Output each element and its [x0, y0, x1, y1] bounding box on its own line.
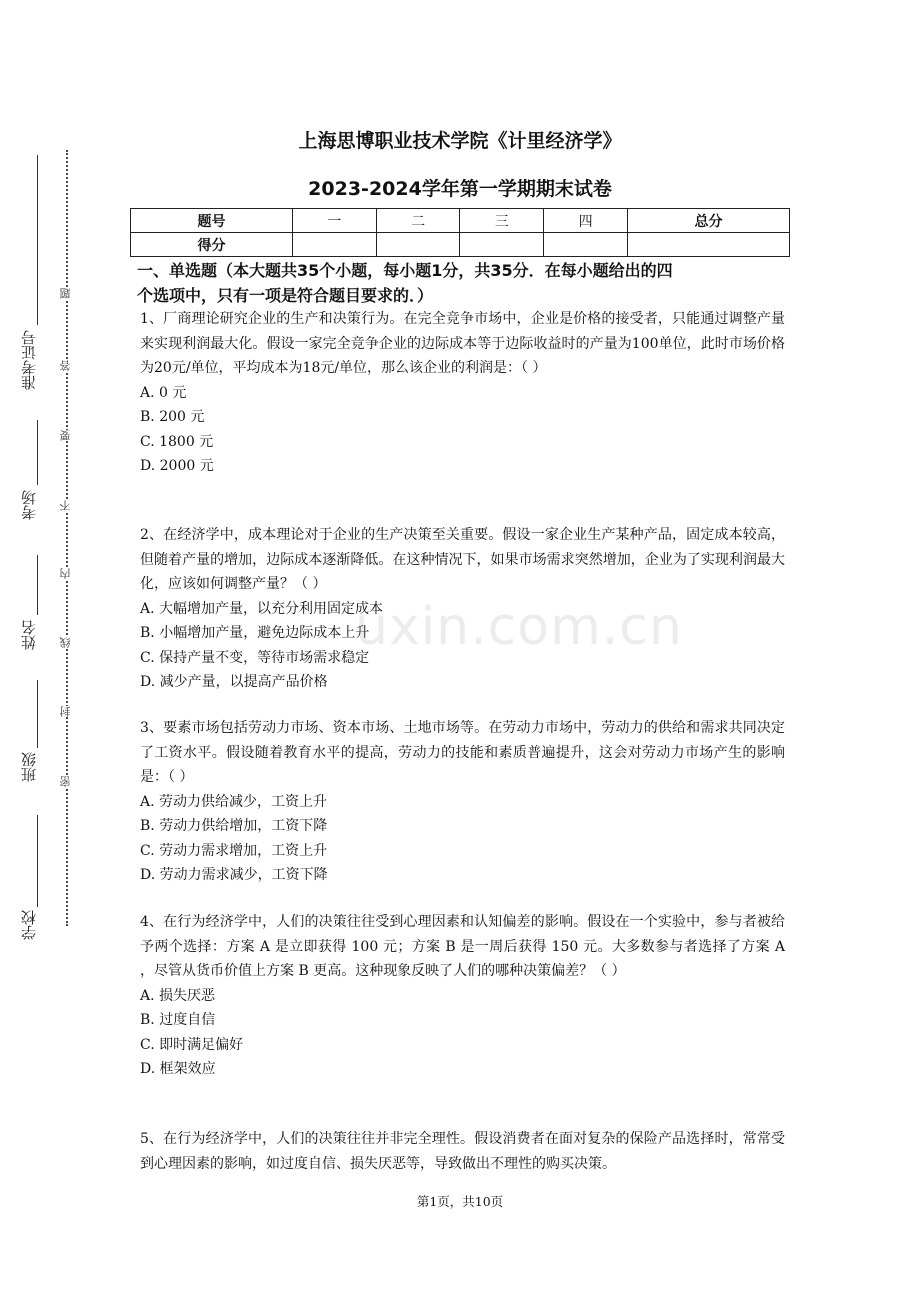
question-5	[140, 1127, 785, 1176]
option-a: A. 劳动力供给减少，工资上升	[140, 793, 328, 810]
seal-char: 答	[59, 360, 72, 371]
option-b: B. 过度自信	[140, 1012, 216, 1028]
score-header-cell: 总分	[628, 209, 790, 233]
option-a: A. 损失厌恶	[140, 987, 216, 1004]
option-b: B. 小幅增加产量，避免边际成本上升	[140, 625, 370, 641]
side-line-kc	[37, 420, 38, 485]
score-header-cell: 三	[460, 209, 544, 233]
question-stem: 1、厂商理论研究企业的生产和决策行为。在完全竞争市场中，企业是价格的接受者，只能通过调整产量来实现利润最大化。假设一家完全竞争企业的边际成本等于边际收益时的产量为100单位，此时市场价格为20元/单位，平均成本为18元/单位，那么该企业的利润是：（ ）	[140, 311, 785, 376]
side-line-bj	[37, 680, 38, 748]
side-label-exam-room: 考场	[20, 490, 38, 520]
seal-char: 线	[59, 637, 72, 648]
side-label-class: 班级	[20, 752, 38, 782]
option-d: D. 2000 元	[140, 458, 214, 474]
score-row-label: 得分	[131, 233, 293, 257]
option-d: D. 框架效应	[140, 1061, 216, 1077]
question-stem: 5、在行为经济学中，人们的决策往往并非完全理性。假设消费者在面对复杂的保险产品选择时，常常受到心理因素的影响，如过度自信、损失厌恶等，导致做出不理性的购买决策。	[140, 1131, 785, 1172]
question-stem: 3、要素市场包括劳动力市场、资本市场、土地市场等。在劳动力市场中，劳动力的供给和需求共同决定了工资水平。假设随着教育水平的提高，劳动力的技能和素质普遍提升，这会对劳动力市场产生的影响是：（ ）	[140, 720, 785, 785]
score-cell[interactable]	[628, 233, 790, 257]
section-heading-line: 个选项中，只有一项是符合题目要求的．）	[137, 286, 434, 305]
option-a: A. 0 元	[140, 384, 187, 401]
score-header-cell: 一	[292, 209, 376, 233]
seal-char: 封	[59, 706, 72, 717]
watermark: uxin.com.cn	[355, 597, 683, 657]
option-b: B. 200 元	[140, 409, 205, 425]
question-stem: 2、在经济学中，成本理论对于企业的生产决策至关重要。假设一家企业生产某种产品，固定成本较高，但随着产量的增加，边际成本逐渐降低。在这种情况下，如果市场需求突然增加，企业为了实现利润最大化，应该如何调整产量？（ ）	[140, 527, 785, 592]
side-label-exam-number: 准考证号	[20, 330, 38, 390]
option-c: C. 1800 元	[140, 433, 214, 450]
score-cell[interactable]	[544, 233, 628, 257]
option-d: D. 减少产量，以提高产品价格	[140, 674, 328, 690]
side-line-xx	[37, 815, 38, 907]
option-c: C. 即时满足偏好	[140, 1036, 244, 1053]
option-d: D. 劳动力需求减少，工资下降	[140, 867, 328, 883]
score-cell[interactable]	[292, 233, 376, 257]
seal-char: 不	[59, 500, 72, 511]
seal-dotted-line	[66, 150, 68, 926]
side-label-name: 姓名	[20, 620, 38, 650]
seal-char: 要	[59, 430, 72, 441]
score-header-cell: 题号	[131, 209, 293, 233]
question-1	[140, 307, 785, 479]
option-b: B. 劳动力供给增加，工资下降	[140, 818, 328, 834]
score-table-header-row	[131, 209, 790, 233]
score-cell[interactable]	[460, 233, 544, 257]
question-3	[140, 716, 785, 888]
question-4	[140, 910, 785, 1082]
seal-char: 密	[59, 776, 72, 787]
page-footer: 第1页，共10页	[416, 1194, 504, 1209]
side-line-xm	[37, 555, 38, 615]
question-stem: 4、在行为经济学中，人们的决策往往受到心理因素和认知偏差的影响。假设在一个实验中，参与者被给予两个选择：方案 A 是立即获得 100 元；方案 B 是一周后获得 150 元。大多数参与者选择了方案 A ，尽管从货币价值上方案 B 更高。这种现象反映了人们的哪种决策偏差？（ ）	[140, 914, 785, 979]
score-header-cell: 二	[376, 209, 460, 233]
option-c: C. 劳动力需求增加，工资上升	[140, 842, 328, 859]
option-a: A. 大幅增加产量，以充分利用固定成本	[140, 600, 384, 617]
exam-title-line1: 上海思博职业技术学院《计里经济学》	[298, 130, 622, 152]
side-label-school: 学校	[20, 910, 38, 940]
option-c: C. 保持产量不变，等待市场需求稳定	[140, 649, 370, 666]
seal-char: 题	[59, 288, 72, 299]
score-table	[130, 208, 790, 257]
seal-char: 内	[59, 568, 72, 579]
score-cell[interactable]	[376, 233, 460, 257]
exam-title-line2: 2023-2024学年第一学期期末试卷	[308, 178, 612, 200]
section-heading-line: 一、单选题（本大题共35个小题，每小题1分，共35分．在每小题给出的四	[137, 261, 673, 280]
score-header-cell: 四	[544, 209, 628, 233]
score-table-score-row	[131, 233, 790, 257]
section-heading	[137, 258, 787, 308]
